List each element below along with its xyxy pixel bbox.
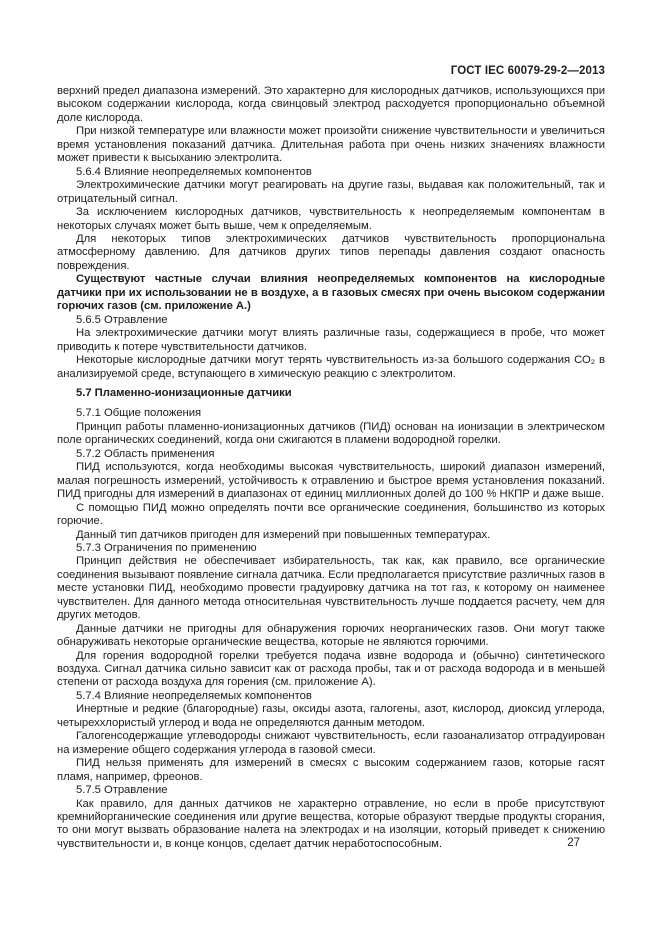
subclause-heading-5-6-4: 5.6.4 Влияние неопределяемых компонентов (76, 165, 312, 178)
paragraph: Данные датчики не пригодны для обнаружения горючих неорганических газов. Они могут также обнаруживать некоторые органические вещества, которые не являются горючими. (57, 622, 605, 649)
paragraph: Для некоторых типов электрохимических датчиков чувствительность пропорциональна атмосферному давлению. Для датчиков других типов перепады давления создают опасность повреждения. (57, 232, 605, 272)
page-content (57, 85, 605, 851)
subclause-heading-5-7-1: 5.7.1 Общие положения (76, 407, 202, 420)
paragraph-emphasis: Существуют частные случаи влияния неопределяемых компонентов на кислородные датчики при их использовании не в воздухе, а в газовых смесях при очень высоком содержании горючих газов (см. приложение А.) (57, 273, 605, 313)
subclause-heading-5-7-2: 5.7.2 Область применения (76, 447, 215, 460)
paragraph: За исключением кислородных датчиков, чувствительность к неопределяемым компонентам в некоторых случаях может быть выше, чем к определяемым. (57, 206, 605, 232)
paragraph: При низкой температуре или влажности может произойти снижение чувствительности и увеличиться время установления показаний датчика. Длительная работа при очень низких значениях влажности может привести к высыханию электролита. (57, 125, 605, 165)
paragraph: Галогенсодержащие углеводороды снижают чувствительность, если газоанализатор отградуирован на измерение общего содержания углерода в газовой смеси. (57, 730, 605, 756)
paragraph: ПИД нельзя применять для измерений в смесях с высоким содержанием газов, которые гасят пламя, например, фреонов. (57, 757, 605, 783)
subclause-heading-5-6-5: 5.6.5 Отравление (76, 313, 168, 326)
paragraph-continuation: верхний предел диапазона измерений. Это характерно для кислородных датчиков, использующихся при высоком содержании кислорода, когда свинцовый электрод расходуется пропорционально объемной доле кислорода. (57, 85, 605, 124)
running-header: ГОСТ IEC 60079-29-2—2013 (450, 65, 605, 77)
paragraph: Электрохимические датчики могут реагировать на другие газы, выдавая как положительный, так и отрицательный сигнал. (57, 179, 605, 205)
paragraph: Принцип действия не обеспечивает избирательность, так как, как правило, все органические соединения вызывают появление сигнала датчика. Если предполагается присутствие различных газов в месте установки ПИД, необходимо провести градуировку датчика на тот газ, к которому он наименее чувствителен. Для данного метода относительная чувствительность лучше поддается расчету, чем для других методов. (57, 555, 605, 622)
paragraph: Некоторые кислородные датчики могут терять чувствительность из-за большого содержания СО₂ в анализируемой среде, вступающего в химическую реакцию с электролитом. (57, 354, 605, 380)
paragraph: Данный тип датчиков пригоден для измерений при повышенных температурах. (76, 528, 491, 541)
paragraph: Как правило, для данных датчиков не характерно отравление, но если в пробе присутствуют кремнийорганические соединения или другие вещества, которые образуют твердые продукты сгорания, то они могут вызвать образование налета на электродах и на изоляции, который приведет к снижению чувствительности и, в конце концов, сделает датчик неработоспособным. (57, 797, 605, 850)
page-number: 27 (567, 837, 580, 849)
paragraph: На электрохимические датчики могут влиять различные газы, содержащиеся в пробе, что может приводить к потере чувствительности датчиков. (57, 327, 605, 353)
paragraph: С помощью ПИД можно определять почти все органические соединения, большинство из которых горючие. (57, 501, 605, 528)
paragraph: ПИД используются, когда необходимы высокая чувствительность, широкий диапазон измерений, малая погрешность измерений, устойчивость к отравлению и быстрое время установления показаний. ПИД пригодны для измерений в диапазонах от единиц миллионных долей до 100 % НКПР и даже выше. (57, 461, 605, 501)
paragraph: Инертные и редкие (благородные) газы, оксиды азота, галогены, азот, кислород, диоксид углерода, четыреххлористый углерод и вода не определяются данным методом. (57, 703, 605, 729)
paragraph: Принцип работы пламенно-ионизационных датчиков (ПИД) основан на ионизации в электрическом поле органических соединений, когда они сжигаются в пламени водородной горелки. (57, 420, 605, 447)
subclause-heading-5-7-4: 5.7.4 Влияние неопределяемых компонентов (76, 689, 312, 702)
paragraph: Для горения водородной горелки требуется подача извне водорода и (обычно) синтетического воздуха. Сигнал датчика сильно зависит как от расхода пробы, так и от расхода водорода и в меньшей степени от расхода воздуха для горения (см. приложение А). (57, 649, 605, 689)
section-heading-5-7: 5.7 Пламенно-ионизационные датчики (76, 386, 292, 399)
subclause-heading-5-7-5: 5.7.5 Отравление (76, 784, 168, 797)
subclause-heading-5-7-3: 5.7.3 Ограничения по применению (76, 541, 257, 554)
